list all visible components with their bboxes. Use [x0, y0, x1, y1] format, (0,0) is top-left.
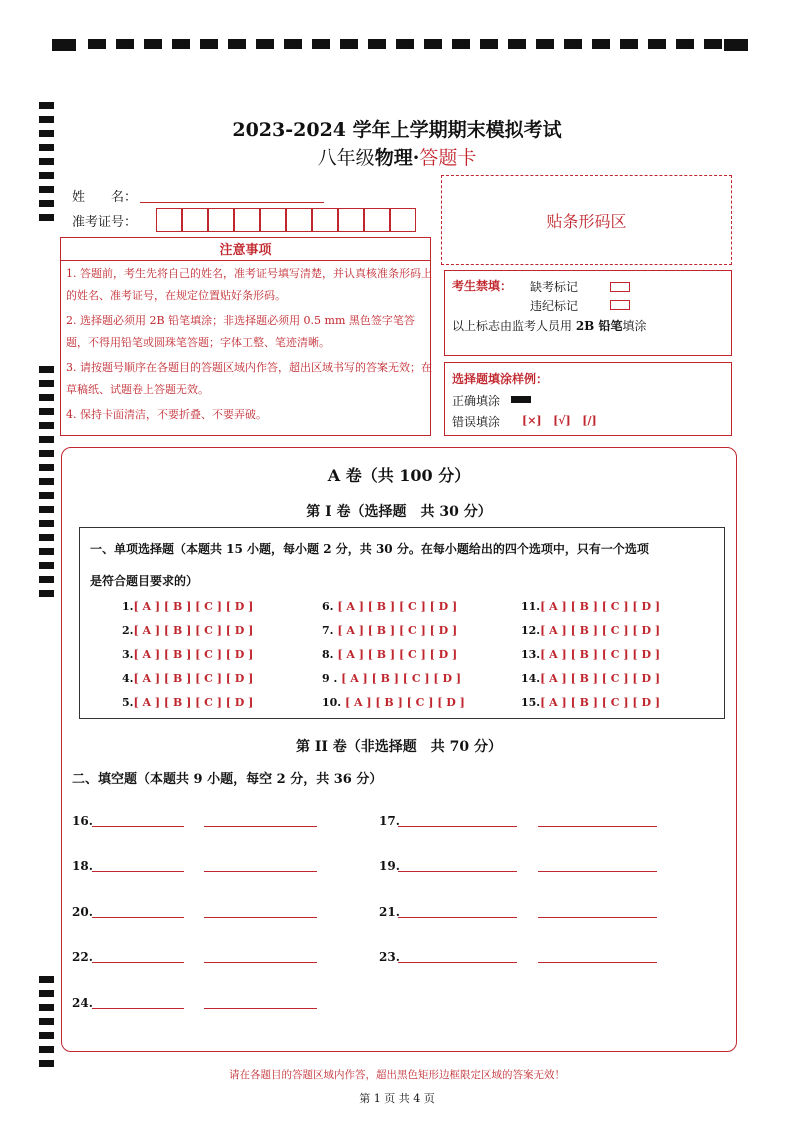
timing-mark [256, 39, 274, 49]
notice-title: 注意事项 [219, 243, 272, 258]
notice-item: 2. 选择题必须用 2B 铅笔填涂；非选择题必须用 0.5 mm 黑色签字笔答题，不得用铅笔或圆珠笔答题；字体工整、笔迹清晰。 [66, 314, 415, 349]
mc-question[interactable]: 7. [ A ] [ B ] [ C ] [ D ] [322, 624, 458, 637]
answer-blank[interactable] [398, 871, 517, 872]
answer-blank[interactable] [204, 962, 317, 963]
timing-mark [39, 590, 54, 597]
section-1-title: 第 I 卷（选择题 共 30 分） [306, 504, 492, 520]
subtitle-grade: 八年级 [317, 147, 375, 169]
answer-blank[interactable] [92, 917, 184, 918]
timing-mark [39, 102, 54, 109]
timing-mark [648, 39, 666, 49]
mc-question[interactable]: 6. [ A ] [ B ] [ C ] [ D ] [322, 600, 458, 613]
timing-mark [39, 976, 54, 983]
answer-blank[interactable] [398, 826, 517, 827]
violation-label: 违纪标记 [530, 299, 579, 313]
sample-correct-label: 正确填涂 [452, 394, 501, 408]
timing-mark [39, 394, 54, 401]
timing-mark [39, 464, 54, 471]
notice-item: 4. 保持卡面清洁，不要折叠、不要弄破。 [66, 408, 267, 421]
mc-question[interactable]: 11.[ A ] [ B ] [ C ] [ D ] [521, 600, 661, 613]
barcode-area [441, 175, 732, 265]
mc-question[interactable]: 8. [ A ] [ B ] [ C ] [ D ] [322, 648, 458, 661]
timing-mark [39, 366, 54, 373]
mc-question[interactable]: 3.[ A ] [ B ] [ C ] [ D ] [122, 648, 254, 661]
forbidden-note-prefix: 以上标志由监考人员用 [452, 319, 576, 333]
timing-mark [396, 39, 414, 49]
answer-blank[interactable] [204, 871, 317, 872]
timing-mark [312, 39, 330, 49]
answer-blank[interactable] [92, 826, 184, 827]
fill-number: 18. [72, 859, 93, 873]
mc-question[interactable]: 12.[ A ] [ B ] [ C ] [ D ] [521, 624, 661, 637]
fill-number: 24. [72, 996, 93, 1010]
fill-number: 23. [379, 950, 400, 964]
sample-wrong-label: 错误填涂 [452, 415, 501, 429]
answer-blank[interactable] [538, 826, 657, 827]
forbidden-note-suffix: 填涂 [622, 319, 647, 333]
subtitle-card: 答题卡 [419, 147, 477, 169]
answer-blank[interactable] [92, 1008, 184, 1009]
footer-warning: 请在各题目的答题区域内作答，超出黑色矩形边框限定区域的答案无效！ [229, 1069, 565, 1081]
timing-mark [88, 39, 106, 49]
timing-mark [39, 1032, 54, 1039]
absent-label: 缺考标记 [530, 280, 579, 294]
timing-mark [676, 39, 694, 49]
forbidden-label: 考生禁填： [452, 279, 513, 293]
timing-mark [39, 1060, 54, 1067]
mc-question[interactable]: 14.[ A ] [ B ] [ C ] [ D ] [521, 672, 661, 685]
timing-mark [39, 214, 54, 221]
answer-blank[interactable] [538, 871, 657, 872]
answer-blank[interactable] [204, 917, 317, 918]
answer-blank[interactable] [538, 962, 657, 963]
name-label: 姓 名： [72, 190, 138, 205]
mc-question[interactable]: 15.[ A ] [ B ] [ C ] [ D ] [521, 696, 661, 709]
forbidden-note-bold: 2B 铅笔 [575, 319, 623, 333]
timing-mark [39, 1004, 54, 1011]
page-number: 第 1 页 共 4 页 [359, 1092, 435, 1105]
barcode-label: 贴条形码区 [546, 211, 627, 231]
timing-mark [592, 39, 610, 49]
mc-instruction-line1: 一、单项选择题（本题共 15 小题，每小题 2 分，共 30 分。在每小题给出的四个选项中，只有一个选项 [90, 542, 649, 556]
exam-subtitle [0, 143, 794, 170]
timing-mark [39, 520, 54, 527]
timing-mark [144, 39, 162, 49]
timing-mark [172, 39, 190, 49]
timing-mark [200, 39, 218, 49]
timing-mark [536, 39, 554, 49]
id-cell[interactable] [208, 208, 234, 232]
notice-item: 3. 请按题号顺序在各题目的答题区域内作答，超出区域书写的答案无效；在草稿纸、试题卷上答题无效。 [66, 361, 432, 396]
timing-mark [39, 450, 54, 457]
subtitle-subject: 物理· [374, 147, 420, 169]
exam-title: 2023-2024 学年上学期期末模拟考试 [232, 119, 562, 141]
answer-blank[interactable] [398, 962, 517, 963]
timing-mark [39, 1018, 54, 1025]
timing-mark [116, 39, 134, 49]
absent-mark-box[interactable] [610, 282, 630, 292]
answer-blank[interactable] [92, 871, 184, 872]
section-2-title: 第 II 卷（非选择题 共 70 分） [295, 739, 503, 755]
timing-mark [39, 534, 54, 541]
timing-mark [39, 186, 54, 193]
id-cell[interactable] [260, 208, 286, 232]
fill-instruction: 二、填空题（本题共 9 小题，每空 2 分，共 36 分） [72, 772, 383, 787]
timing-mark [724, 39, 748, 51]
mc-question[interactable]: 2.[ A ] [ B ] [ C ] [ D ] [122, 624, 254, 637]
sample-title: 选择题填涂样例： [452, 372, 549, 386]
timing-mark [39, 422, 54, 429]
timing-mark [39, 562, 54, 569]
exam-id-label: 准考证号： [72, 215, 138, 230]
id-cell[interactable] [286, 208, 312, 232]
fill-number: 20. [72, 905, 93, 919]
timing-mark [480, 39, 498, 49]
forbidden-note [452, 317, 647, 334]
timing-mark [39, 478, 54, 485]
timing-mark [620, 39, 638, 49]
fill-number: 21. [379, 905, 400, 919]
timing-mark [340, 39, 358, 49]
fill-number: 17. [379, 814, 400, 828]
timing-mark [39, 408, 54, 415]
part-a-title: A 卷（共 100 分） [327, 466, 471, 485]
fill-number: 22. [72, 950, 93, 964]
timing-mark [39, 380, 54, 387]
timing-mark [39, 200, 54, 207]
answer-blank[interactable] [204, 826, 317, 827]
id-cell[interactable] [156, 208, 182, 232]
sample-wrong-marks: [×] [√] [/] [522, 414, 597, 427]
timing-mark [284, 39, 302, 49]
notice-title-box [60, 237, 431, 261]
timing-mark [508, 39, 526, 49]
timing-mark [704, 39, 722, 49]
timing-mark [424, 39, 442, 49]
timing-mark [52, 39, 76, 51]
id-cell[interactable] [234, 208, 260, 232]
id-cell[interactable] [338, 208, 364, 232]
name-field[interactable] [140, 202, 324, 203]
mc-question[interactable]: 5.[ A ] [ B ] [ C ] [ D ] [122, 696, 254, 709]
answer-blank[interactable] [398, 917, 517, 918]
mc-instruction-line2: 是符合题目要求的） [90, 574, 199, 588]
id-cell[interactable] [312, 208, 338, 232]
sample-correct-mark [511, 396, 531, 403]
timing-mark [368, 39, 386, 49]
timing-mark [39, 548, 54, 555]
timing-mark [39, 990, 54, 997]
mc-question[interactable]: 10. [ A ] [ B ] [ C ] [ D ] [322, 696, 465, 709]
violation-mark-box[interactable] [610, 300, 630, 310]
answer-blank[interactable] [538, 917, 657, 918]
timing-mark [39, 172, 54, 179]
fill-number: 16. [72, 814, 93, 828]
timing-mark [39, 576, 54, 583]
timing-mark [564, 39, 582, 49]
notice-item: 1. 答题前，考生先将自己的姓名，准考证号填写清楚，并认真核准条形码上的姓名、准考证号，在规定位置贴好条形码。 [66, 267, 432, 302]
id-cell[interactable] [364, 208, 390, 232]
id-cell[interactable] [390, 208, 416, 232]
timing-mark [228, 39, 246, 49]
answer-blank[interactable] [92, 962, 184, 963]
timing-mark [39, 506, 54, 513]
timing-mark [452, 39, 470, 49]
id-cell[interactable] [182, 208, 208, 232]
timing-mark [39, 436, 54, 443]
mc-question[interactable]: 9 . [ A ] [ B ] [ C ] [ D ] [322, 672, 462, 685]
answer-blank[interactable] [204, 1008, 317, 1009]
mc-question[interactable]: 4.[ A ] [ B ] [ C ] [ D ] [122, 672, 254, 685]
fill-number: 19. [379, 859, 400, 873]
mc-question[interactable]: 1.[ A ] [ B ] [ C ] [ D ] [122, 600, 254, 613]
timing-mark [39, 1046, 54, 1053]
mc-question[interactable]: 13.[ A ] [ B ] [ C ] [ D ] [521, 648, 661, 661]
timing-mark [39, 492, 54, 499]
